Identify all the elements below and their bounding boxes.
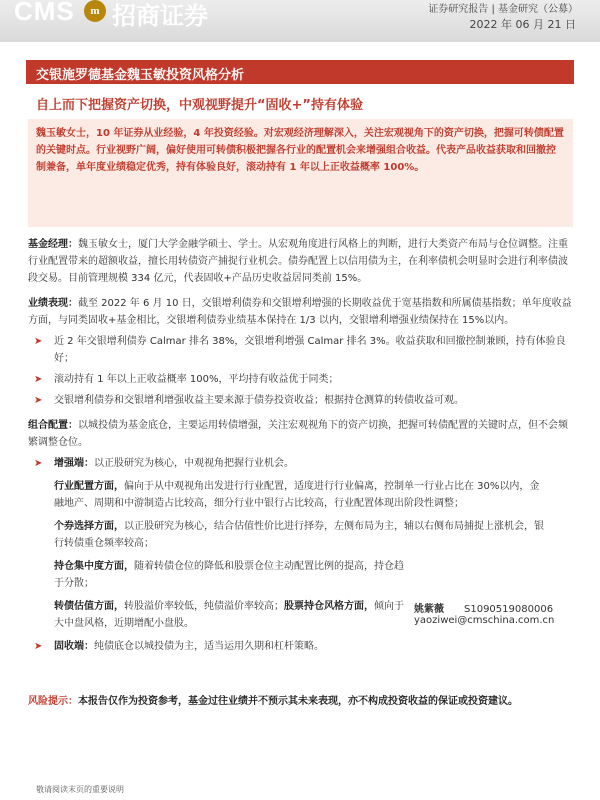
performance-bullet (28, 333, 573, 367)
bullet-text: 近 2 年交银增利债券 Calmar 排名 38%，交银增利增强 Calmar 排名 3%。收益获取和回撤控制兼顾，持有体验良好； (54, 336, 566, 364)
enhance-bullet (28, 455, 573, 472)
sub-label: 持仓集中度方面， (54, 561, 134, 572)
analyst-name: 姚紫薇 (414, 604, 444, 615)
sub-label: 转债估值方面， (54, 601, 124, 612)
arrow-right-icon: ➤ (34, 458, 43, 469)
manager-text: 魏玉敏女士，厦门大学金融学硕士、学士。从宏观角度进行风格上的判断，进行大类资产布局与仓位调整。注重行业配置带来的超额收益，擅长用转债资产捕捉行业机会。债券配置上以信用债为主，在利率债机会明显时会进行利率债波段交易。目前管理规模 334 亿元，代表固收+产品历史收益居同类前 15%。 (28, 239, 568, 284)
fixed-income-bullet (28, 638, 573, 655)
arrow-right-icon: ➤ (34, 641, 43, 652)
industry-allocation-item (28, 478, 546, 512)
arrow-right-icon: ➤ (34, 395, 43, 406)
fixed-label: 固收端： (54, 641, 94, 652)
performance-paragraph (28, 295, 573, 329)
title-bar (26, 60, 574, 84)
performance-bullet (28, 371, 573, 388)
arrow-right-icon: ➤ (34, 374, 43, 385)
risk-text: 本报告仅作为投资参考，基金过往业绩并不预示其未来表现，亦不构成投资收益的保证或投资建议。 (78, 696, 518, 707)
logo-text-cn: 招商证券 (112, 2, 208, 30)
bullet-text: 滚动持有 1 年以上正收益概率 100%，平均持有收益优于同类； (54, 374, 339, 385)
fixed-text: 纯债底仓以城投债为主，适当运用久期和杠杆策略。 (94, 641, 324, 652)
analyst-cert: S1090519080006 (464, 604, 554, 615)
manager-label: 基金经理： (28, 239, 78, 250)
portfolio-text: 以城投债为基金底仓，主要运用转债增强，关注宏观视角下的资产切换，把握可转债配置的关键时点，但不会频繁调整仓位。 (28, 420, 568, 448)
enhance-text: 以正股研究为核心，中观视角把握行业机会。 (94, 458, 294, 469)
valuation-item (28, 598, 404, 632)
footer-note: 敬请阅读末页的重要说明 (36, 785, 124, 794)
report-title: 交银施罗德基金魏玉敏投资风格分析 (36, 68, 245, 83)
report-type: 证券研究报告 | 基金研究（公募） (428, 4, 578, 15)
sub-label: 个券选择方面， (54, 521, 124, 532)
report-body (28, 236, 573, 659)
summary-box (28, 119, 573, 227)
sub-text: 随着转债仓位的降低和股票仓位主动配置比例的提高，持仓趋于分散； (54, 561, 404, 589)
logo-badge-icon: m (84, 0, 106, 22)
arrow-right-icon: ➤ (34, 336, 43, 347)
sub-text: 以正股研究为核心，结合估值性价比进行择券，左侧布局为主，辅以右侧布局捕捉上涨机会，银行转债重仓频率较高； (54, 521, 544, 549)
bullet-text: 交银增利债券和交银增利增强收益主要来源于债券投资收益；根据持仓测算的转债收益可观。 (54, 395, 464, 406)
summary-text: 魏玉敏女士，10 年证券从业经验，4 年投资经验。对宏观经济理解深入，关注宏观视角下的资产切换，把握可转债配置的关键时点。行业视野广阔，偏好使用可转债积极把握各行业的配置机会来增强组合收益。代表产品收益获取和回撤控制兼备，单年度业绩稳定优秀，持有体验良好，滚动持有 1 年以上正收益概率 100%。 (36, 128, 564, 173)
report-subtitle: 自上而下把握资产切换，中观视野提升“固收+”持有体验 (36, 98, 363, 113)
risk-warning (28, 693, 573, 710)
portfolio-label: 组合配置： (28, 420, 78, 431)
portfolio-paragraph (28, 417, 573, 451)
performance-bullet (28, 392, 573, 409)
sub-text: 偏向于从中观视角出发进行行业配置，适度进行行业偏离，控制单一行业占比在 30%以内，金融地产、周期和中游制造占比较高，细分行业中银行占比较高，行业配置体现出阶段性调整； (54, 481, 540, 509)
sub-text-2: 倾向于大中盘风格，近期增配小盘股。 (54, 601, 404, 629)
manager-paragraph (28, 236, 573, 287)
risk-label: 风险提示： (28, 696, 78, 707)
sub-label: 行业配置方面， (54, 481, 124, 492)
header-band (0, 0, 600, 42)
analyst-email: yaoziwei@cmschina.com.cn (414, 615, 555, 626)
enhance-label: 增强端： (54, 458, 94, 469)
logo-text-en: CMS (14, 0, 75, 26)
sub-label-2: 股票持仓风格方面， (284, 601, 374, 612)
sub-text: 转股溢价率较低，纯债溢价率较高； (124, 601, 284, 612)
bond-selection-item (28, 518, 546, 552)
performance-label: 业绩表现： (28, 298, 78, 309)
report-date: 2022 年 06 月 21 日 (469, 18, 576, 31)
performance-text: 截至 2022 年 6 月 10 日，交银增利债券和交银增利增强的长期收益优于宽基指数和所属债基指数；单年度收益方面，与同类固收+基金相比，交银增利债券业绩基本保持在 1/3 以内，交银增利增强业绩保持在 15%以内。 (28, 298, 572, 326)
concentration-item (28, 558, 404, 592)
analyst-block (414, 600, 554, 626)
